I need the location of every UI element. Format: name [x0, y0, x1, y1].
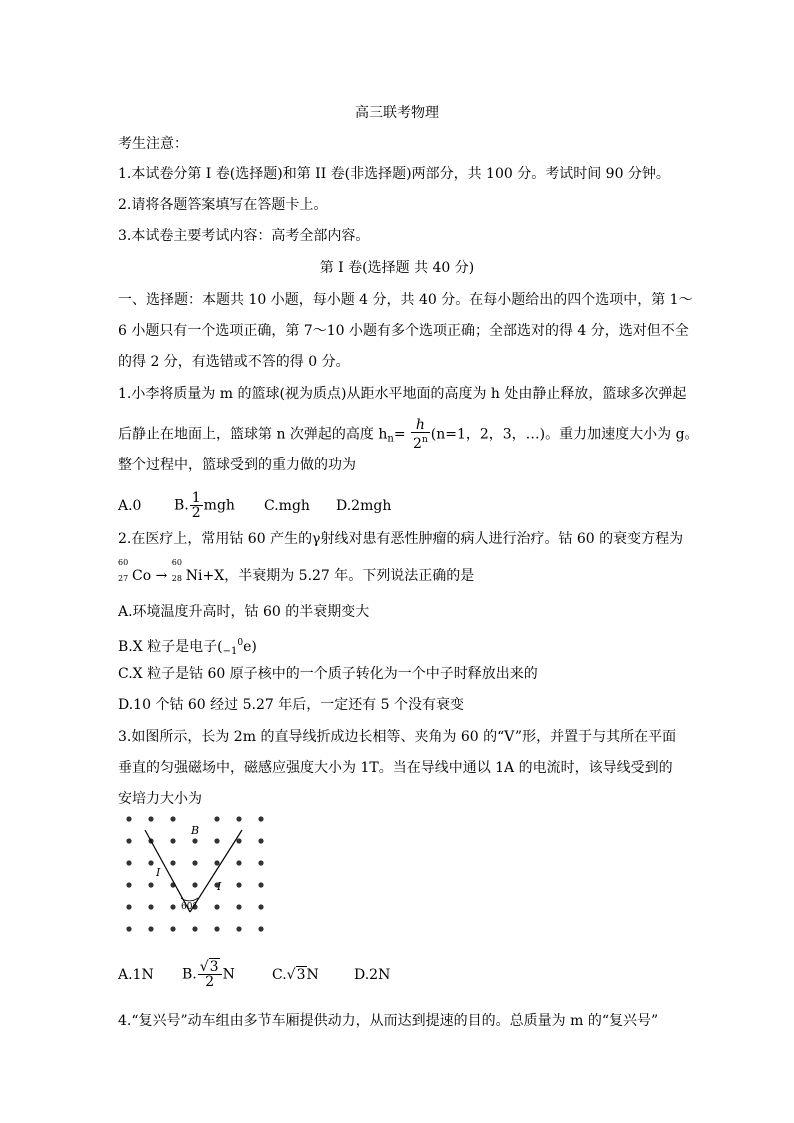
field-dot [192, 838, 197, 843]
field-dot [214, 926, 219, 931]
field-dot [148, 926, 153, 931]
q2-cobalt-nuclide [118, 558, 152, 586]
instructions-line-3: 的得 2 分，有选错或不答的得 0 分。 [118, 354, 350, 370]
field-label-b: B [191, 824, 200, 837]
q1-option-d: D.2mgh [336, 497, 392, 514]
notice-item-3: 3.本试卷主要考试内容：高考全部内容。 [118, 228, 370, 244]
q3-magnetic-field-figure [118, 808, 278, 940]
q2-decay-equation [118, 558, 475, 586]
field-dot [170, 838, 175, 843]
field-dot [258, 838, 263, 843]
q3-line-2: 垂直的匀强磁场中，磁感应强度大小为 1T。当在导线中通以 1A 的电流时，该导线受到的 [118, 760, 673, 776]
q1-den-exp: n [421, 435, 428, 445]
field-dot [258, 926, 263, 931]
q3-options [118, 960, 390, 989]
q3-option-c-label: C. [272, 966, 287, 983]
field-dot [258, 882, 263, 887]
field-dot [236, 926, 241, 931]
q1-equals: = [393, 426, 406, 443]
instructions-line-2: 6 小题只有一个选项正确，第 7～10 小题有多个选项正确；全部选对的得 4 分，选对但不全 [118, 323, 689, 339]
q2-option-b-pre: B.X 粒子是电子( [118, 639, 223, 655]
current-label-right: I [217, 880, 222, 893]
field-dot [170, 926, 175, 931]
q2-ni-mass: 60 [171, 558, 182, 567]
field-dot [126, 838, 131, 843]
q1-option-b-value: mgh [203, 497, 235, 514]
q2-line-1: 2.在医疗上，常用钴 60 产生的γ射线对患有恶性肿瘤的病人进行治疗。钴 60 的衰变方程为 [118, 531, 684, 547]
field-dot [236, 904, 241, 909]
field-dot [126, 926, 131, 931]
q2-co-mass: 60 [118, 558, 129, 567]
q1-den-base: 2 [413, 436, 422, 452]
q1-fraction-denominator [411, 433, 430, 451]
q2-option-d: D.10 个钴 60 经过 5.27 年后，一定还有 5 个没有衰变 [118, 697, 465, 713]
q2-option-a: A.环境温度升高时，钴 60 的半衰期变大 [118, 604, 370, 620]
page-title: 高三联考物理 [355, 105, 439, 121]
field-dot [258, 860, 263, 865]
field-dot [126, 904, 131, 909]
q1-option-b-den: 2 [191, 505, 201, 521]
q2-co-symbol: Co [132, 568, 152, 584]
q1-option-b-fraction [190, 491, 203, 520]
q1-line-2-pre: 后静止在地面上，篮球第 n 次弹起的高度 h [118, 426, 388, 443]
q1-option-b-num: 1 [191, 490, 201, 506]
field-dot [126, 816, 131, 821]
q1-height-fraction [411, 418, 430, 451]
field-dot [236, 816, 241, 821]
q3-line-1: 3.如图所示，长为 2m 的直导线折成边长相等、夹角为 60 的“V”形，并置于与其所在平面 [118, 729, 677, 745]
q3-line-3: 安培力大小为 [118, 791, 202, 807]
field-dot [148, 904, 153, 909]
q1-option-a: A.0 [118, 497, 142, 514]
q1-line-2 [118, 418, 699, 451]
q3-option-b-unit: N [222, 966, 235, 983]
q2-option-b-sup: 0 [237, 638, 244, 648]
field-dot [192, 860, 197, 865]
field-dot [192, 926, 197, 931]
section-title: 第 I 卷(选择题 共 40 分) [319, 260, 475, 276]
field-dot [236, 860, 241, 865]
q2-nickel-nuclide [171, 558, 203, 586]
q1-option-b-label: B. [174, 497, 189, 514]
q2-option-c: C.X 粒子是钴 60 原子核中的一个质子转化为一个中子时释放出来的 [118, 666, 538, 682]
angle-label: 60° [181, 902, 197, 912]
field-dot [214, 838, 219, 843]
q1-line-2-post: (n=1，2，3，…)。重力加速度大小为 g。 [430, 426, 699, 443]
field-dot [148, 882, 153, 887]
q2-option-b-post: e) [243, 639, 257, 655]
field-dot [170, 860, 175, 865]
notice-item-2: 2.请将各题答案填写在答题卡上。 [118, 197, 328, 213]
field-dot [258, 816, 263, 821]
q3-option-b-num: √3 [198, 960, 222, 975]
field-dot [236, 882, 241, 887]
q1-option-b [174, 491, 264, 520]
field-dot [126, 882, 131, 887]
q2-option-b [118, 633, 257, 662]
q2-equation-post: +X，半衰期为 5.27 年。下列说法正确的是 [202, 568, 475, 584]
q3-option-b-label: B. [182, 966, 197, 983]
q1-option-c: C.mgh [264, 497, 310, 514]
q2-arrow: → [155, 568, 168, 584]
q1-line-1: 1.小李将质量为 m 的篮球(视为质点)从距水平地面的高度为 h 处由静止释放，篮球多次弹起 [118, 386, 687, 402]
q3-option-b [182, 960, 272, 989]
notice-heading: 考生注意： [118, 136, 188, 152]
field-dot [258, 904, 263, 909]
field-dot [126, 860, 131, 865]
q3-option-a: A.1N [118, 966, 154, 983]
field-dot [214, 904, 219, 909]
field-dot [148, 816, 153, 821]
field-dot [170, 904, 175, 909]
q2-co-number: 27 [118, 574, 129, 583]
current-label-left: I [156, 866, 161, 879]
field-dot [148, 860, 153, 865]
field-dot [170, 816, 175, 821]
q3-option-b-radicand: 3 [209, 959, 219, 975]
q3-option-b-fraction [198, 960, 222, 989]
q2-ni-number: 28 [171, 574, 182, 583]
q3-option-d: D.2N [354, 966, 391, 983]
q2-option-b-sub: −1 [222, 646, 238, 657]
field-dot [236, 838, 241, 843]
q4-line-1: 4.“复兴号”动车组由多节车厢提供动力，从而达到提速的目的。总质量为 m 的“复兴号” [118, 1013, 659, 1029]
q1-fraction-numerator: h [411, 418, 430, 433]
field-dot [192, 882, 197, 887]
q2-ni-symbol: Ni [185, 568, 203, 584]
q1-h-subscript: n [387, 433, 394, 445]
field-dot [214, 816, 219, 821]
q1-options [118, 491, 391, 520]
q3-option-b-den: 2 [205, 974, 215, 990]
q3-option-c-unit: N [306, 966, 319, 983]
field-dot [214, 860, 219, 865]
instructions-line-1: 一、选择题：本题共 10 小题，每小题 4 分，共 40 分。在每小题给出的四个选项中，第 1～ [118, 292, 693, 308]
q3-option-c-radicand: 3 [296, 966, 306, 983]
q3-option-c: C.√3N [272, 966, 319, 983]
notice-item-1: 1.本试卷分第 I 卷(选择题)和第 II 卷(非选择题)两部分，共 100 分。考试时间 90 分钟。 [118, 166, 670, 182]
q1-line-3: 整个过程中，篮球受到的重力做的功为 [118, 457, 356, 473]
